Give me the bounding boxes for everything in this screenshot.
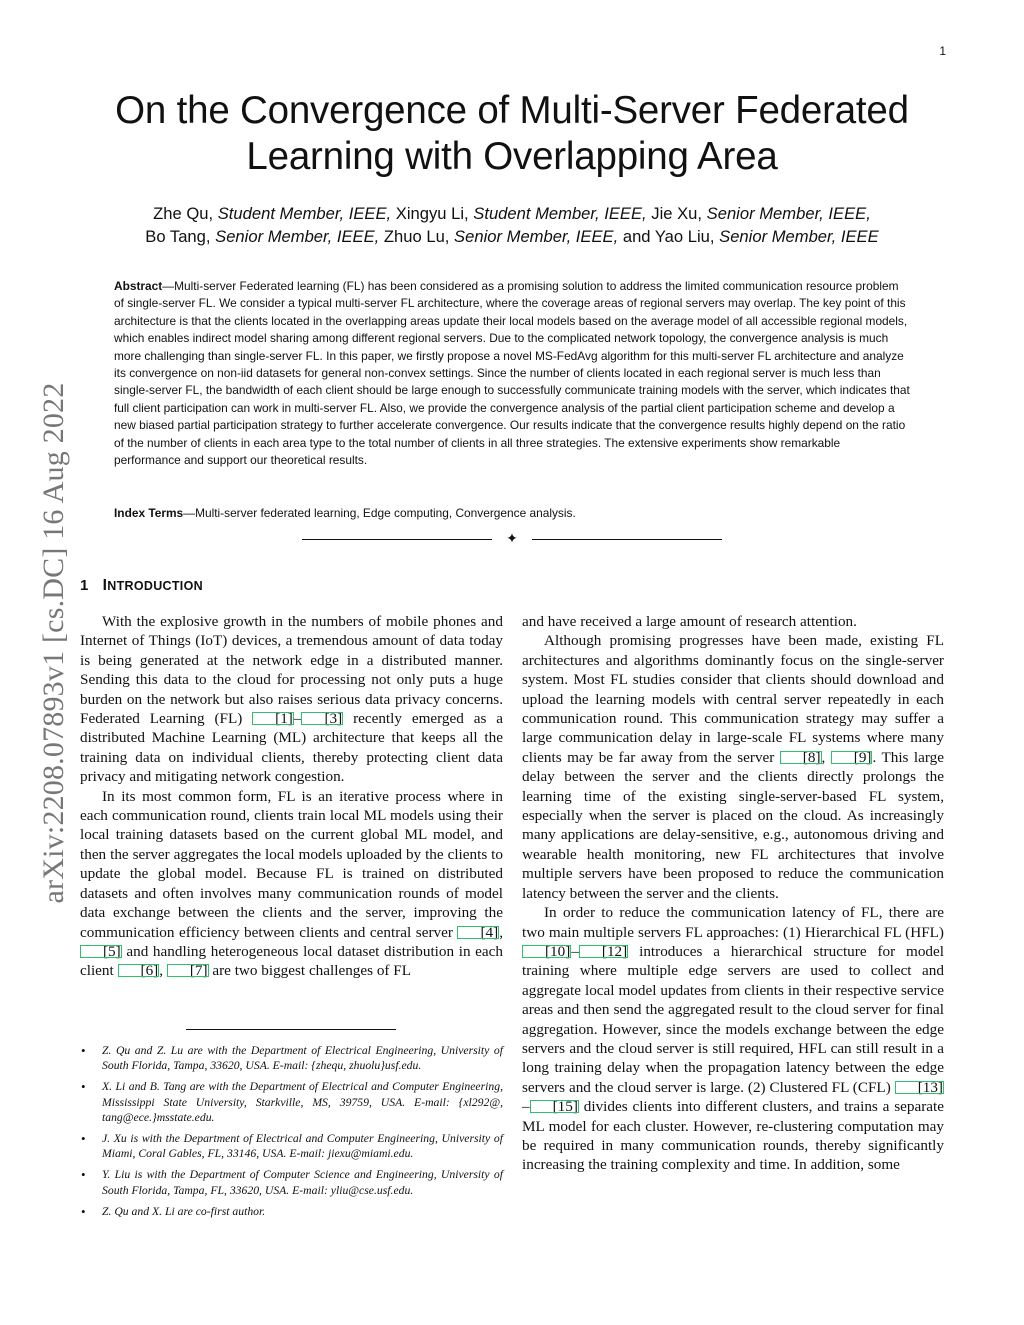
author-membership: Senior Member, IEEE,: [215, 227, 380, 246]
body-text: –: [571, 942, 579, 960]
left-column: [80, 612, 503, 981]
citation-link[interactable]: [4]: [457, 926, 499, 939]
section-heading: [80, 577, 203, 595]
body-text: ,: [499, 923, 503, 941]
body-paragraph: [80, 787, 503, 981]
body-text: –: [293, 710, 302, 728]
author-name: Jie Xu,: [651, 204, 703, 223]
abstract: [114, 278, 910, 469]
paper-title: [80, 88, 944, 180]
citation-link[interactable]: [1]: [252, 712, 294, 725]
citation-link[interactable]: [12]: [579, 945, 628, 958]
body-text: –: [522, 1098, 530, 1116]
author-name: Xingyu Li,: [395, 204, 469, 223]
body-text: recently emerged as a distributed Machine Learning (ML) architecture that keeps all the training data on individual clients, thereby protecting client data privacy and mitigating network congestion.: [80, 710, 503, 786]
body-text: introduces a hierarchical structure for model training where multiple edge servers are used to collect and aggregate local model updates from clients in their respective service areas and then send the aggregated result to the cloud server for final aggregation. However, since the models exchange between the edge servers and the cloud server is still required, HFL can still result in a long training delay when the propagation latency between the edge servers and the cloud server is large. (2) Clustered FL (CFL): [522, 942, 944, 1096]
section-divider: [302, 533, 722, 547]
citation-link[interactable]: [10]: [522, 945, 571, 958]
abstract-text: —Multi-server Federated learning (FL) has been considered as a promising solution to address the limited communication resource problem of single-server FL. We consider a typical multi-server FL architecture, where the coverage areas of regional servers may overlap. The key point of this architecture is that the clients located in the overlapping areas update their local models based on the average model of all accessible regional models, which enables indirect model sharing among different regional servers. Due to the complicated network topology, the convergence analysis is much more challenging than single-server FL. In this paper, we firstly propose a novel MS-FedAvg algorithm for this multi-server FL architecture and analyze its convergence on non-iid datasets for general non-convex settings. Since the number of clients located in each regional server is much less than single-server FL, the bandwidth of each client should be large enough to successfully communicate training models with the server, which indicates that full client participation can work in multi-server FL. Also, we provide the convergence analysis of the partial client participation scheme and develop a new biased partial participation strategy to further accelerate convergence. Our results indicate that the convergence results highly depend on the ratio of the number of clients in each area type to the total number of clients in all three strategies. The extensive experiments show remarkable performance and support our theoretical results.: [114, 279, 910, 468]
abstract-paragraph: [114, 278, 910, 469]
citation-link[interactable]: [8]: [780, 751, 822, 764]
right-column: [522, 612, 944, 1175]
index-terms: [114, 505, 910, 522]
author-membership: Senior Member, IEEE,: [454, 227, 619, 246]
body-paragraph: [522, 631, 944, 903]
author-name: and Yao Liu,: [622, 227, 715, 246]
section-number: 1: [80, 577, 89, 594]
index-terms-text: —Multi-server federated learning, Edge computing, Convergence analysis.: [183, 506, 576, 520]
footnote-rule: [186, 1029, 396, 1030]
body-text: ,: [159, 962, 167, 980]
citation-link[interactable]: [9]: [831, 751, 873, 764]
citation-link[interactable]: [3]: [301, 712, 343, 725]
abstract-label: Abstract: [114, 279, 163, 293]
citation-link[interactable]: [15]: [530, 1100, 579, 1113]
body-text: divides clients into different clusters, and trains a separate ML model for each cluster. However, re-clustering computation may be required in many communication rounds, thereby significantly increasing the training complexity and time. In addition, some: [522, 1098, 944, 1174]
index-terms-paragraph: [114, 505, 910, 522]
author-membership: Senior Member, IEEE,: [706, 204, 871, 223]
section-title-rest: NTRODUCTION: [107, 579, 203, 593]
body-paragraph: [522, 612, 944, 631]
footnote-item: • J. Xu is with the Department of Electrical and Computer Engineering, University of Miami, Coral Gables, FL, 33146, USA. E-mail: jiexu@miami.edu.: [80, 1131, 503, 1161]
divider-ornament-icon: ✦: [506, 532, 518, 547]
page-number: 1: [939, 44, 946, 58]
citation-link[interactable]: [6]: [118, 964, 160, 977]
body-paragraph: [522, 903, 944, 1175]
body-text: ,: [821, 748, 831, 766]
body-text: are two biggest challenges of FL: [208, 962, 412, 980]
body-text: In its most common form, FL is an iterative process where in each communication round, clients train local ML models using their local training datasets based on the current global ML model, and then the server aggregates the local models uploaded by the clients to update the global model. Because FL is trained on distributed datasets and often involves many communication rounds of model data exchange between the clients and the server, improving the communication efficiency between clients and central server: [80, 787, 503, 941]
author-membership: Senior Member, IEEE: [719, 227, 879, 246]
citation-link[interactable]: [5]: [80, 945, 122, 958]
body-text: and handling heterogeneous local dataset distribution in each client: [80, 942, 503, 980]
body-text: With the explosive growth in the numbers of mobile phones and Internet of Things (IoT) devices, a tremendous amount of data today is being generated at the network edge in a distributed manner. Sending this data to the cloud for processing not only puts a huge burden on the network but also raises serious data privacy concerns. Federated Learning (FL): [80, 613, 503, 728]
author-name: Zhuo Lu,: [383, 227, 450, 246]
title-line-1: On the Convergence of Multi-Server Federated: [115, 89, 909, 132]
footnote-item: • Z. Qu and Z. Lu are with the Department of Electrical Engineering, University of South Florida, Tampa, 33620, USA. E-mail: {zhequ, zhuolu}usf.edu.: [80, 1043, 503, 1073]
footnote-item: • Y. Liu is with the Department of Computer Science and Engineering, University of South Florida, Tampa, FL, 33620, USA. E-mail: yliu@cse.usf.edu.: [80, 1167, 503, 1197]
divider-line-right: [532, 539, 722, 540]
footnote-list: [80, 1043, 503, 1225]
index-terms-label: Index Terms: [114, 506, 184, 520]
section-title-initial: I: [102, 577, 108, 594]
author-list: [80, 202, 944, 248]
body-text: Although promising progresses have been made, existing FL architectures and algorithms dominantly focus on the single-server system. Most FL studies consider that clients should download and upload the learning models with central server repeatedly in each communication round. This communication strategy may suffer a large communication delay in large-scale FL systems where many clients may be far away from the server: [522, 632, 944, 766]
title-line-2: Learning with Overlapping Area: [246, 135, 778, 178]
author-membership: Student Member, IEEE,: [217, 204, 392, 223]
citation-link[interactable]: [7]: [167, 964, 209, 977]
body-paragraph: [80, 612, 503, 787]
citation-link[interactable]: [13]: [895, 1081, 944, 1094]
body-text: and have received a large amount of research attention.: [522, 613, 857, 630]
author-name: Zhe Qu,: [153, 204, 214, 223]
author-name: Bo Tang,: [145, 227, 211, 246]
body-text: In order to reduce the communication latency of FL, there are two main multiple servers FL approaches: (1) Hierarchical FL (HFL): [522, 904, 944, 941]
footnote-item: • Z. Qu and X. Li are co-first author.: [80, 1204, 503, 1219]
footnote-item: • X. Li and B. Tang are with the Department of Electrical and Computer Engineering, Mississippi State University, Starkville, MS, 39759, USA. E-mail: {xl292@, tang@ece.}msstate.edu.: [80, 1079, 503, 1125]
body-text: . This large delay between the server and the clients directly prolongs the learning time of the existing single-server-based FL system, especially when the server is placed on the cloud. As increasingly many applications are delay-sensitive, e.g., autonomous driving and wearable health monitoring, new FL architectures that involve multiple servers have been proposed to reduce the communication latency between the server and the clients.: [522, 748, 944, 902]
author-membership: Student Member, IEEE,: [473, 204, 647, 223]
arxiv-identifier: arXiv:2208.07893v1 [cs.DC] 16 Aug 2022: [37, 382, 70, 904]
divider-line-left: [302, 539, 492, 540]
